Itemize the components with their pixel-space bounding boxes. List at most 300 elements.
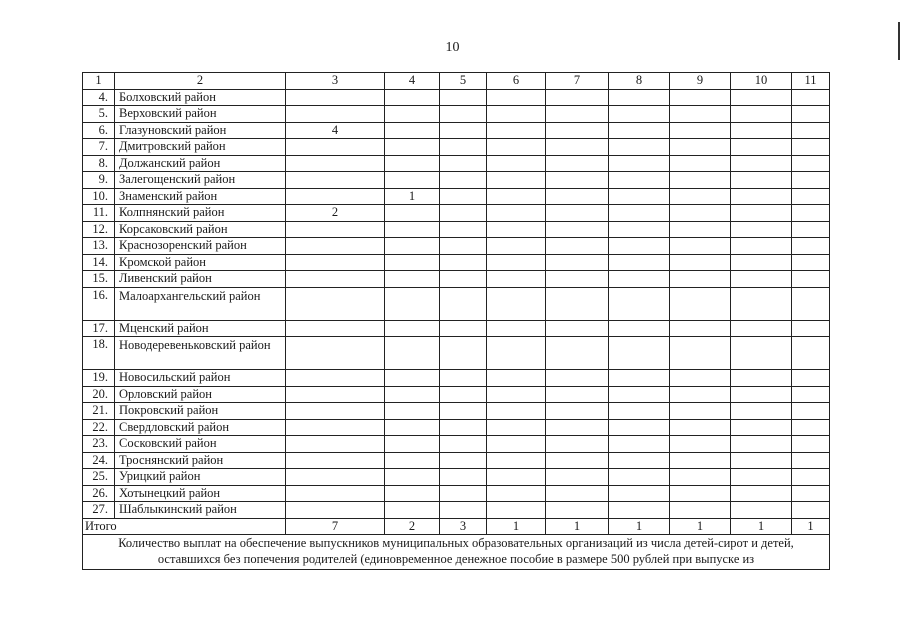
value-cell [440,452,487,469]
value-cell [487,337,546,370]
value-cell [792,436,830,453]
value-cell [792,89,830,106]
value-cell [731,419,792,436]
value-cell [609,337,670,370]
value-cell [731,370,792,387]
value-cell [440,188,487,205]
value-cell [792,106,830,123]
total-label: Итого [83,518,286,535]
value-cell [286,188,385,205]
value-cell [440,205,487,222]
value-cell [670,172,731,189]
value-cell [385,485,440,502]
value-cell [670,238,731,255]
value-cell [731,485,792,502]
header-cell: 10 [731,73,792,90]
value-cell [670,502,731,519]
value-cell [546,419,609,436]
value-cell [546,386,609,403]
value-cell [487,469,546,486]
value-cell [546,221,609,238]
row-number: 6. [83,122,115,139]
value-cell [731,106,792,123]
value-cell [440,469,487,486]
table-row [83,419,830,436]
value-cell [487,172,546,189]
value-cell [546,271,609,288]
value-cell [385,271,440,288]
header-cell: 4 [385,73,440,90]
value-cell [731,320,792,337]
value-cell [286,287,385,320]
value-cell [670,419,731,436]
value-cell [385,452,440,469]
value-cell [731,502,792,519]
row-number: 21. [83,403,115,420]
header-cell: 5 [440,73,487,90]
value-cell [385,172,440,189]
value-cell [731,155,792,172]
page-number: 10 [445,40,460,55]
value-cell [440,337,487,370]
table-row [83,469,830,486]
value-cell [385,155,440,172]
value-cell [792,337,830,370]
value-cell [286,221,385,238]
row-number: 25. [83,469,115,486]
value-cell [440,287,487,320]
district-name: Болховский район [115,89,286,106]
value-cell [731,386,792,403]
row-number: 11. [83,205,115,222]
value-cell [670,452,731,469]
row-number: 14. [83,254,115,271]
value-cell [670,221,731,238]
value-cell [609,205,670,222]
value-cell [385,238,440,255]
value-cell [731,205,792,222]
total-value: 1 [731,518,792,535]
value-cell [609,188,670,205]
value-cell [440,238,487,255]
value-cell [546,172,609,189]
value-cell [385,89,440,106]
value-cell [440,403,487,420]
value-cell [286,320,385,337]
value-cell [792,370,830,387]
value-cell [670,139,731,156]
value-cell [440,436,487,453]
value-cell [487,320,546,337]
value-cell [792,221,830,238]
table-row [83,337,830,370]
value-cell [546,436,609,453]
table-row [83,452,830,469]
value-cell [792,320,830,337]
value-cell [792,386,830,403]
value-cell [670,370,731,387]
total-value: 1 [670,518,731,535]
value-cell [385,436,440,453]
value-cell [546,188,609,205]
value-cell [487,139,546,156]
value-cell [487,106,546,123]
table-row [83,172,830,189]
row-number: 23. [83,436,115,453]
district-name: Новосильский район [115,370,286,387]
value-cell [440,502,487,519]
districts-table [82,72,830,570]
value-cell [440,122,487,139]
row-number: 16. [83,287,115,320]
total-value: 1 [487,518,546,535]
table-row [83,403,830,420]
value-cell [385,320,440,337]
value-cell [609,155,670,172]
district-name: Шаблыкинский район [115,502,286,519]
value-cell [609,221,670,238]
district-name: Урицкий район [115,469,286,486]
value-cell [609,485,670,502]
value-cell [546,205,609,222]
value-cell [792,485,830,502]
value-cell [670,89,731,106]
district-name: Орловский район [115,386,286,403]
value-cell [385,469,440,486]
district-name: Мценский район [115,320,286,337]
total-value: 1 [792,518,830,535]
value-cell [731,287,792,320]
value-cell [792,155,830,172]
table-row [83,370,830,387]
district-name: Малоархангельский район [115,287,286,320]
value-cell [670,254,731,271]
value-cell [487,205,546,222]
district-name: Глазуновский район [115,122,286,139]
row-number: 9. [83,172,115,189]
district-name: Краснозоренский район [115,238,286,255]
value-cell [440,254,487,271]
row-number: 15. [83,271,115,288]
value-cell [546,254,609,271]
district-name: Сосковский район [115,436,286,453]
header-row [83,73,830,90]
value-cell [670,403,731,420]
value-cell [546,452,609,469]
table-row [83,271,830,288]
value-cell [792,452,830,469]
table-row [83,205,830,222]
value-cell [385,287,440,320]
value-cell [731,337,792,370]
row-number: 18. [83,337,115,370]
value-cell [286,403,385,420]
table-row [83,106,830,123]
value-cell [286,419,385,436]
value-cell [487,485,546,502]
value-cell [440,386,487,403]
value-cell [670,155,731,172]
value-cell [609,172,670,189]
value-cell [385,205,440,222]
table-row [83,436,830,453]
value-cell [286,139,385,156]
table-row [83,287,830,320]
value-cell [609,139,670,156]
value-cell [609,419,670,436]
value-cell [670,122,731,139]
value-cell [731,436,792,453]
value-cell [286,271,385,288]
value-cell [609,254,670,271]
value-cell [609,122,670,139]
table-body [83,73,830,570]
total-value: 3 [440,518,487,535]
district-name: Троснянский район [115,452,286,469]
value-cell: 1 [385,188,440,205]
value-cell [792,122,830,139]
value-cell [487,436,546,453]
value-cell [440,419,487,436]
value-cell [670,287,731,320]
value-cell [546,403,609,420]
value-cell [546,122,609,139]
row-number: 20. [83,386,115,403]
row-number: 8. [83,155,115,172]
table-row [83,254,830,271]
value-cell [487,254,546,271]
value-cell [385,403,440,420]
header-cell: 2 [115,73,286,90]
value-cell [792,271,830,288]
row-number: 13. [83,238,115,255]
value-cell [609,469,670,486]
row-number: 24. [83,452,115,469]
value-cell [487,221,546,238]
value-cell [609,238,670,255]
value-cell [792,172,830,189]
row-number: 19. [83,370,115,387]
header-cell: 7 [546,73,609,90]
value-cell [385,370,440,387]
margin-rule [898,22,900,60]
table-row [83,155,830,172]
header-cell: 6 [487,73,546,90]
district-name: Дмитровский район [115,139,286,156]
value-cell [487,122,546,139]
value-cell [286,485,385,502]
district-name: Хотынецкий район [115,485,286,502]
value-cell [609,436,670,453]
value-cell [487,238,546,255]
value-cell [385,502,440,519]
value-cell [670,205,731,222]
value-cell [731,238,792,255]
header-cell: 11 [792,73,830,90]
value-cell [609,386,670,403]
value-cell [440,139,487,156]
value-cell [546,89,609,106]
value-cell [609,271,670,288]
value-cell [609,320,670,337]
value-cell [731,452,792,469]
district-name: Верховский район [115,106,286,123]
value-cell [286,172,385,189]
total-value: 1 [609,518,670,535]
district-name: Колпнянский район [115,205,286,222]
value-cell [670,436,731,453]
value-cell [440,271,487,288]
row-number: 26. [83,485,115,502]
note-row [83,535,830,570]
row-number: 10. [83,188,115,205]
row-number: 4. [83,89,115,106]
table-row [83,89,830,106]
value-cell [286,370,385,387]
value-cell [609,452,670,469]
value-cell [609,502,670,519]
value-cell [440,320,487,337]
value-cell [731,139,792,156]
table-row [83,238,830,255]
table-row [83,221,830,238]
header-cell: 1 [83,73,115,90]
value-cell [546,106,609,123]
value-cell [286,337,385,370]
row-number: 22. [83,419,115,436]
value-cell [670,469,731,486]
value-cell [440,172,487,189]
value-cell [385,122,440,139]
value-cell [385,139,440,156]
table-row [83,139,830,156]
value-cell [385,254,440,271]
value-cell [440,89,487,106]
table-row [83,502,830,519]
value-cell [286,238,385,255]
value-cell [731,469,792,486]
value-cell [487,287,546,320]
value-cell [609,287,670,320]
value-cell [385,337,440,370]
total-value: 2 [385,518,440,535]
header-cell: 8 [609,73,670,90]
value-cell [546,469,609,486]
value-cell [731,122,792,139]
section-note: Количество выплат на обеспечение выпускников муниципальных образовательных организаций из числа детей-сирот и детей, оставшихся без попечения родителей (единовременное денежное пособие в размере 500 рублей при выпуске из [83,535,830,570]
value-cell [546,320,609,337]
value-cell [792,254,830,271]
value-cell [609,403,670,420]
value-cell [792,139,830,156]
value-cell [792,403,830,420]
header-cell: 9 [670,73,731,90]
value-cell [670,320,731,337]
total-row [83,518,830,535]
value-cell [792,502,830,519]
value-cell [546,139,609,156]
district-name: Кромской район [115,254,286,271]
value-cell [546,337,609,370]
value-cell [487,452,546,469]
value-cell [286,469,385,486]
value-cell [670,485,731,502]
value-cell [286,155,385,172]
table-row [83,188,830,205]
value-cell [731,188,792,205]
value-cell [731,254,792,271]
value-cell [440,370,487,387]
value-cell [731,172,792,189]
value-cell [792,205,830,222]
district-name: Должанский район [115,155,286,172]
value-cell [792,188,830,205]
value-cell [286,254,385,271]
row-number: 7. [83,139,115,156]
value-cell [546,370,609,387]
value-cell [487,155,546,172]
value-cell [731,89,792,106]
value-cell [440,221,487,238]
value-cell [286,386,385,403]
value-cell: 2 [286,205,385,222]
row-number: 27. [83,502,115,519]
value-cell [440,485,487,502]
value-cell [487,502,546,519]
value-cell [792,419,830,436]
value-cell [546,502,609,519]
value-cell [546,485,609,502]
value-cell [792,469,830,486]
district-name: Свердловский район [115,419,286,436]
value-cell: 4 [286,122,385,139]
value-cell [440,155,487,172]
value-cell [487,89,546,106]
district-name: Ливенский район [115,271,286,288]
value-cell [385,106,440,123]
value-cell [487,370,546,387]
value-cell [385,386,440,403]
table-row [83,386,830,403]
value-cell [609,370,670,387]
value-cell [487,386,546,403]
row-number: 17. [83,320,115,337]
district-name: Знаменский район [115,188,286,205]
value-cell [487,271,546,288]
district-name: Покровский район [115,403,286,420]
value-cell [286,452,385,469]
value-cell [731,221,792,238]
value-cell [670,386,731,403]
value-cell [286,106,385,123]
value-cell [792,238,830,255]
value-cell [670,337,731,370]
value-cell [286,89,385,106]
value-cell [385,419,440,436]
total-value: 1 [546,518,609,535]
value-cell [609,106,670,123]
value-cell [286,436,385,453]
total-value: 7 [286,518,385,535]
district-name: Залегощенский район [115,172,286,189]
value-cell [487,188,546,205]
value-cell [487,419,546,436]
value-cell [546,287,609,320]
header-cell: 3 [286,73,385,90]
value-cell [670,106,731,123]
district-name: Корсаковский район [115,221,286,238]
value-cell [385,221,440,238]
